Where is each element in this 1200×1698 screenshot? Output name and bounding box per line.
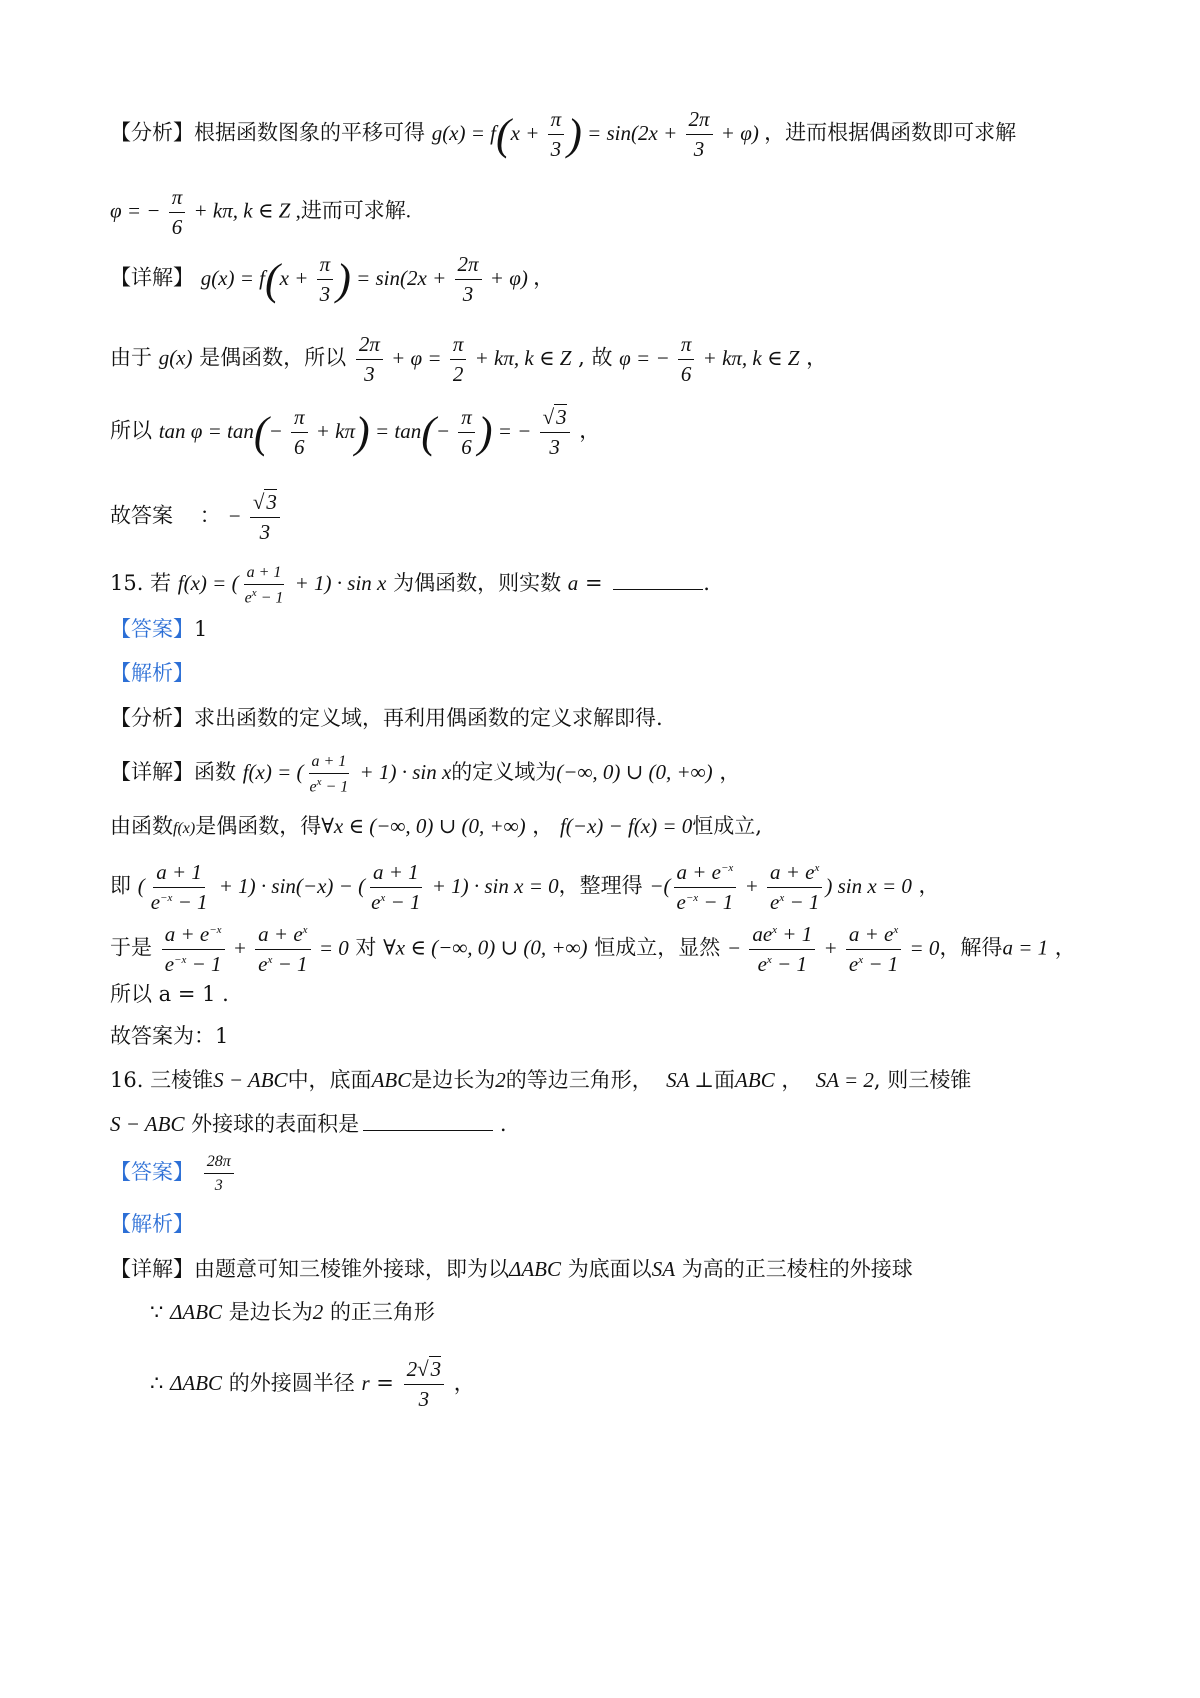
analysis-text: 根据函数图象的平移可得 [194,120,425,145]
q15-detail-line5: 所以 a = 1 . [110,982,229,1006]
q15-analysis [110,706,663,731]
q16-because-line: ∵ ΔABC 是边长为2 的正三角形 [150,1300,435,1324]
answer-fraction: $\frac{28\pi}{3}$ [204,1152,234,1195]
stem2-suffix: 外接球的表面积是 [191,1112,360,1136]
detail-text3: 为高的正三棱柱的外接球 [681,1257,913,1281]
question-number: 16. [110,1068,144,1092]
line4-mid: 对 [355,935,377,960]
line4-solve: ，解得 [939,935,1003,960]
pyramid-label: S − ABC [213,1068,288,1092]
p14-tan-line: 所以 tan φ = tan(− $\frac{\pi}{6}$ + kπ) = tan(− $\frac{\pi}{6}$ ) = − $\frac{√3}{3}$ ， [110,405,601,460]
detail-prefix: 函数 [194,760,236,785]
answer-blank[interactable] [613,571,703,590]
analysis-text: 求出函数的定义域，再利用偶函数的定义求解即得. [194,706,663,730]
line2-suffix: 恒成立, [692,814,762,838]
because-text: 是边长为 [228,1300,313,1324]
answer-value: 1 [194,617,208,641]
answer-blank[interactable] [363,1112,493,1131]
stem-variable: a [567,571,579,596]
height-label: SA [651,1257,676,1281]
stem-expression: f(x) = ( $\frac{a + 1}{e^x - 1}$ + 1) · sin x [177,564,387,607]
q16-detail-line [110,1257,913,1282]
detail-label: 【详解】 [110,1257,194,1281]
q15-answer [110,617,207,642]
analysis-label: 【分析】 [110,706,194,730]
answer-tag: 【答案】 [110,617,194,641]
therefore-symbol: ∴ [150,1371,164,1396]
stem1-b: 是边长为 [411,1068,496,1092]
detail-label: 【详解】 [110,265,194,290]
detail-expression: g(x) = f(x + $\frac{\pi}{3}$ ) = sin(2x + $\frac{2\pi}{3}$ + φ) [200,252,534,307]
q16-stem-line1: 16. 三棱锥S − ABC中，底面ABC是边长为2的等边三角形， SA ⊥面ABC ， SA = 2, 则三棱锥 [110,1068,972,1092]
q15-detail-line1: 【详解】函数 f(x) = ( $\frac{a + 1}{e^x - 1}$ + 1) · sin x的定义域为(−∞, 0) ∪ (0, +∞) ， [110,753,741,796]
line4-mid2: 恒成立，显然 [594,935,721,960]
q16-jiexi-tag: 【解析】 [110,1212,194,1236]
p14-even-line: 由于 g(x) 是偶函数，所以 $\frac{2\pi}{3}$ + φ = $\frac{\pi}{2}$ + kπ, k ∈ Z , 故 φ = − $\frac{\pi}{6}$ + kπ, k ∈ Z ， [110,332,828,387]
therefore-text: 的外接圆半径 [228,1371,355,1396]
radius-fraction: $\frac{2√3}{3}$ [404,1357,445,1412]
p14-answer-line [110,490,283,545]
domain-value: (−∞, 0) ∪ (0, +∞) [556,760,713,785]
stem-prefix: 若 [150,571,172,596]
line2-prefix: 由函数 [110,814,173,838]
p14-detail-line: 【详解】 g(x) = f(x + $\frac{\pi}{3}$ ) = sin(2x + $\frac{2\pi}{3}$ + φ) ， [110,252,555,307]
because-text2: 的正三角形 [329,1300,435,1324]
detail-text1: 由题意可知三棱锥外接球，即为以 [194,1257,509,1281]
line2-forall: ∀x ∈ (−∞, 0) ∪ (0, +∞) [321,814,526,838]
q15-stem: 15. 若 f(x) = ( $\frac{a + 1}{e^x - 1}$ + 1) · sin x 为偶函数，则实数 a = . [110,564,710,607]
stem-suffix: 为偶函数，则实数 [393,571,562,596]
q15-detail-line3: 即 ( $\frac{a + 1}{e^{-x} - 1}$ + 1) · sin(−x) − ( $\frac{a + 1}{e^x - 1}$ + 1) · sin x = 0，整理得 −( $\frac{a + e^{-x}}{e^{-x} - 1}$ + $\frac{a + e^x}{e^x - 1}$ ) sin x = 0 ， [110,860,940,915]
q15-final: 故答案为：1 [110,1024,229,1048]
stem1-c: 的等边三角形， [505,1068,653,1092]
answer-label: 故答案 [110,503,173,528]
base-label: ABC [371,1068,412,1092]
analysis-expression: g(x) = f(x + $\frac{\pi}{3}$ ) = sin(2x + $\frac{2\pi}{3}$ + φ) [431,107,765,162]
analysis-tail: ，进而根据偶函数即可求解 [764,120,1017,145]
radius-symbol: r [361,1371,370,1396]
detail-mid: 的定义域为 [451,760,557,785]
q15-detail-line4: 于是 $\frac{a + e^{-x}}{e^{-x} - 1}$ + $\frac{a + e^x}{e^x - 1}$ = 0 对 ∀x ∈ (−∞, 0) ∪ (0, +∞) 恒成立，显然 − $\frac{ae^x + 1}{e^x - 1}$ + $\frac{a + e^x}{e^x - 1}$ = 0，解得a = 1 ， [110,922,1076,977]
line2-mid: 是偶函数，得 [195,814,322,838]
line4-answer: a = 1 [1002,935,1049,960]
triangle-label: ΔABC [509,1257,561,1281]
line3-mid: ，整理得 [558,873,643,898]
q15-detail-line2: 由函数f(x)是偶函数，得∀x ∈ (−∞, 0) ∪ (0, +∞) ， f(−x) − f(x) = 0恒成立, [110,814,762,838]
q16-answer [110,1152,237,1195]
line2-equation: f(−x) − f(x) = 0 [559,814,693,838]
p14-analysis-line1 [110,107,1016,162]
perp-expression: SA ⊥ [666,1068,715,1092]
line4-prefix: 于是 [110,935,152,960]
detail-label: 【详解】 [110,760,194,785]
answer-tag: 【答案】 [110,1160,194,1185]
analysis-label: 【分析】 [110,120,194,145]
stem1-e: , 则三棱锥 [873,1068,972,1092]
detail-text2: 为底面以 [567,1257,652,1281]
answer-colon: ： [199,503,221,528]
q16-stem-line2: S − ABC 外接球的表面积是 . [110,1112,507,1136]
stem1-a: 中，底面 [287,1068,372,1092]
answer-value: − $\frac{√3}{3}$ [227,504,282,528]
stem1-d: 面 [714,1068,736,1092]
q16-therefore-line: ∴ ΔABC 的外接圆半径 r = $\frac{2√3}{3}$ ， [150,1357,475,1412]
question-number: 15. [110,571,144,596]
p14-analysis-line2: φ = − $\frac{\pi}{6}$ + kπ, k ∈ Z ,进而可求解. [110,185,412,240]
q15-jiexi-tag: 【解析】 [110,661,194,685]
sa-equation: SA = 2 [815,1068,874,1092]
line3-prefix: 即 [110,873,131,898]
because-symbol: ∵ [150,1300,164,1324]
side-length: 2 [495,1068,506,1092]
stem1-prefix: 三棱锥 [150,1068,214,1092]
